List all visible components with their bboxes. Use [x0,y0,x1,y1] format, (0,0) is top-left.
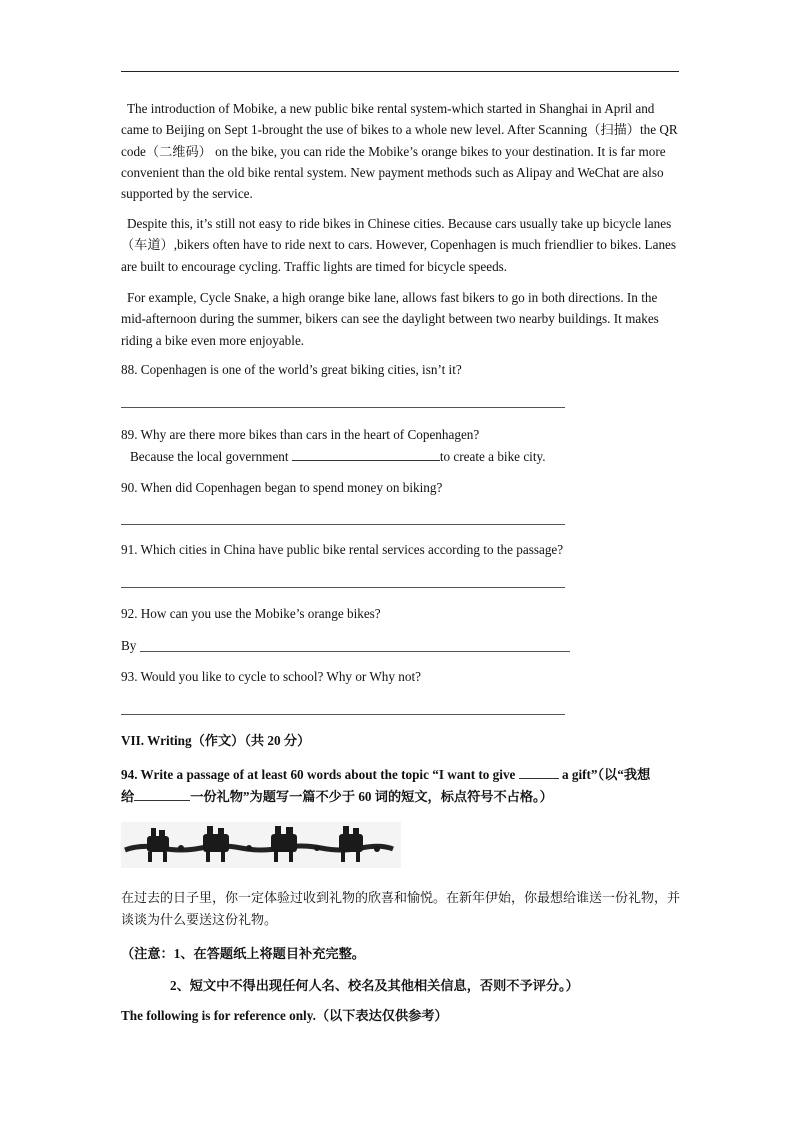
writing-prompt-line-2: 谈谈为什么要送这份礼物。 [121,913,278,928]
passage-paragraph-2: Despite this, it’s still not easy to ride bikes in Chinese cities. Because cars usually take up bicycle lanes（车道）,bikers often have to ride next to cars. However, Copenhagen is much friendlier to bikes. Lanes are built to encourage cycling. Traffic lights are timed for bicycle speeds. [121,216,677,274]
question-94-line-1 [121,764,650,785]
passage-paragraph-1: The introduction of Mobike, a new public bike rental system-which started in Shanghai in April and came to Beijing on Sept 1-brought the use of bikes to a whole new level. After Scanning（扫描）the QR code（二维码） on the bike, you can ride the Mobike’s orange bikes to your destination. It is far more convenient than the old bike rental system. New payment methods such as Alipay and WeChat are also supported by the service. [121,101,678,202]
question-92: 92. How can you use the Mobike’s orange bikes? [121,606,381,621]
answer-89-suffix: to create a bike city. [439,449,546,464]
q94-text-a: 94. Write a passage of at least 60 words about the topic “I want to give [121,767,516,782]
header-rule [121,71,679,72]
writing-prompt-line-1: 在过去的日子里，你一定体验过收到礼物的欣喜和愉悦。在新年伊始，你最想给谁送一份礼物，并 [121,891,681,906]
q94-text-c: 给 [121,789,135,804]
gift-illustration [121,822,401,868]
answer-line-90[interactable] [121,524,565,525]
question-94-line-2 [121,786,553,807]
question-88: 88. Copenhagen is one of the world’s great biking cities, isn’t it? [121,362,462,377]
answer-line-93[interactable] [121,714,565,715]
answer-89-sentence [130,446,546,467]
answer-92-prefix: By [121,638,137,653]
writing-note-2: 2、短文中不得出现任何人名、校名及其他相关信息，否则不予评分。） [170,978,579,993]
answer-line-92[interactable] [140,651,570,652]
writing-note-1: （注意：1、在答题纸上将题目补充完整。 [121,946,365,961]
question-91: 91. Which cities in China have public bike rental services according to the passage? [121,542,564,557]
writing-reference: The following is for reference only.（以下表达仅供参考） [121,1008,448,1023]
answer-line-88[interactable] [121,407,565,408]
answer-blank-89[interactable] [292,446,440,461]
q94-blank-1[interactable] [519,764,559,779]
question-93: 93. Would you like to cycle to school? Why or Why not? [121,669,422,684]
q94-text-d: 一份礼物”为题写一篇不少于 60 词的短文，标点符号不占格。） [190,789,553,804]
q94-text-b: a gift”（以“我想 [561,767,651,782]
question-90: 90. When did Copenhagen began to spend money on biking? [121,480,443,495]
gift-figures-image [121,822,401,868]
question-89: 89. Why are there more bikes than cars in the heart of Copenhagen? [121,427,480,442]
writing-section-title: VII. Writing（作文）（共 20 分） [121,733,311,748]
answer-line-91[interactable] [121,587,565,588]
q94-blank-2[interactable] [134,786,190,801]
passage-paragraph-3: For example, Cycle Snake, a high orange bike lane, allows fast bikers to go in both directions. In the mid-afternoon during the summer, bikers can see the daylight between two nearby buildings. It makes riding a bike even more enjoyable. [121,290,659,348]
answer-89-prefix: Because the local government [130,449,289,464]
